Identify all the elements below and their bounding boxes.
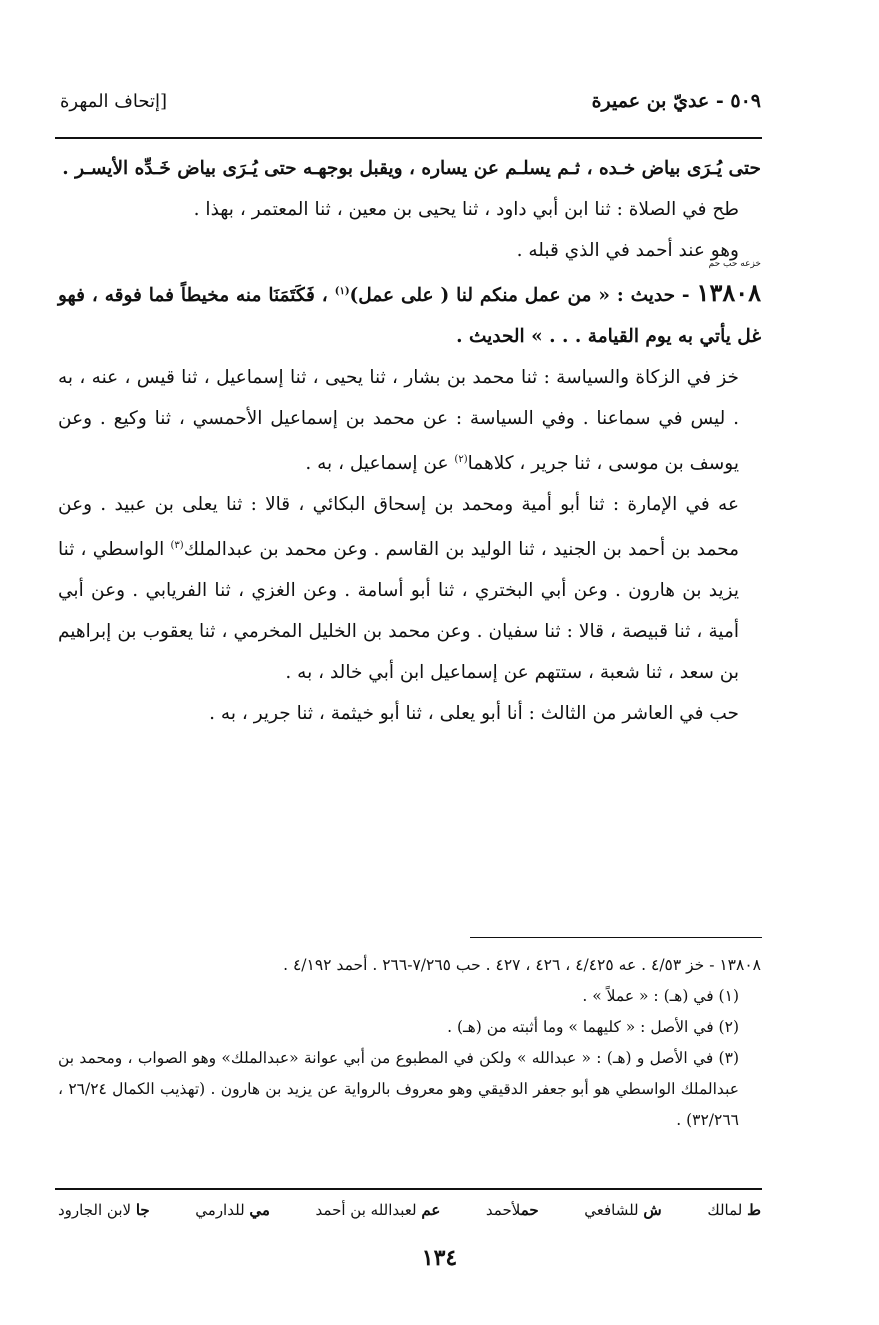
legend-item: حملأحمد	[485, 1201, 539, 1219]
legend-item: عم لعبدالله بن أحمد	[315, 1201, 441, 1219]
footnote-2: (٢) في الأصل : « كليهما » وما أثبته من (هـ) .	[447, 1018, 739, 1036]
khz-chain	[58, 357, 761, 484]
legend-item: ط لمالك	[707, 1201, 761, 1219]
legend-rule	[55, 1188, 762, 1190]
ahmad-note: وهو عند أحمد في الذي قبله .	[516, 240, 739, 261]
takhrij-line: ١٣٨٠٨ - خز ٤/٥٣ . عه ٤/٤٢٥ ، ٤٢٦ ، ٤٢٧ . حب ٧/٢٦٥-٢٦٦ . أحمد ٤/١٩٢ .	[283, 956, 761, 974]
main-text	[58, 148, 761, 734]
continued-hadith-text: حتى يُـرَى بياض خـده ، ثـم يسلـم عن يساره ، ويقبل بوجهـه حتى يُـرَى بياض خَـدِّه الأيسـر .	[62, 158, 761, 179]
ah-chain	[58, 484, 761, 693]
footnote-1: (١) في (هـ) : « عملاً » .	[582, 987, 739, 1005]
ah-text-part1: عه في الإمارة : ثنا أبو أمية ومحمد بن إسحاق البكائي ، قالا : ثنا يعلى بن عبيد . وعن محمد بن أحمد بن الجنيد ، ثنا الوليد بن القاسم . وعن محمد بن عبدالملك	[58, 494, 740, 561]
hadith-number-block	[696, 259, 761, 316]
khz-text-part1: خز في الزكاة والسياسة : ثنا محمد بن بشار ، ثنا يحيى ، ثنا إسماعيل ، ثنا قيس ، عنه ، به . ليس في سماعنا . وفي السياسة : عن محمد بن إسماعيل الأحمسي ، ثنا وكيع . وعن يوسف بن موسى ، ثنا جرير ، كلاهما	[58, 367, 739, 475]
hadith-text-part1: « من عمل منكم لنا ( على عمل)	[349, 285, 610, 307]
footnote-3: (٣) في الأصل و (هـ) : « عبدالله » ولكن في المطبوع من أبي عوانة «عبدالملك» وهو الصواب ، ومحمد بن عبدالملك الواسطي هو أبو جعفر الدقيقي وهو معروف بالرواية عن يزيد بن هارون . (تهذيب الكمال ٢٦/٢٤ ، ٣٢/٢٦٦) .	[58, 1049, 739, 1129]
hadith-entry	[58, 259, 761, 357]
hadith-number: ١٣٨٠٨	[696, 278, 761, 308]
footnotes	[58, 950, 761, 1136]
running-header	[60, 90, 761, 112]
tah-chain: طح في الصلاة : ثنا ابن أبي داود ، ثنا يحيى بن معين ، ثنا المعتمر ، بهذا .	[193, 199, 739, 220]
hadith-label: - حديث :	[616, 285, 690, 307]
page-number: ١٣٤	[421, 1245, 458, 1271]
footnote-separator	[470, 937, 762, 938]
khz-text-part2: عن إسماعيل ، به .	[305, 453, 449, 475]
ah-text-part2: الواسطي ، ثنا يزيد بن هارون . وعن أبي البختري ، ثنا أبو أسامة . وعن الغزي ، ثنا الفريابي . وعن أبي أمية ، ثنا قبيصة ، قالا : ثنا سفيان . وعن محمد بن الخليل المخرمي ، ثنا يعقوب بن إبراهيم بن سعد ، ثنا شعبة ، ستتهم عن إسماعيل ابن أبي خالد ، به .	[58, 539, 739, 684]
header-rule	[55, 137, 762, 139]
legend-item: جا لابن الجارود	[58, 1201, 150, 1219]
legend-item: مي للدارمي	[195, 1201, 270, 1219]
hadith-text-part2: ، فَكَتَمَنَا منه مخيطاً فما فوقه ، فهو غل يأتي به يوم القيامة . . . » الحديث .	[58, 285, 761, 348]
book-title: [إتحاف المهرة	[60, 91, 168, 112]
legend-item: ش للشافعي	[584, 1201, 662, 1219]
chapter-title: ٥٠٩ - عديّ بن عميرة	[591, 90, 761, 112]
footnote-ref-1[interactable]: (١)	[334, 286, 350, 297]
hb-chain: حب في العاشر من الثالث : أنا أبو يعلى ، ثنا أبو خيثمة ، ثنا جرير ، به .	[209, 703, 739, 725]
hadith-sigla: خزعه حب حم	[708, 259, 761, 270]
sigla-legend	[58, 1196, 761, 1224]
footnote-ref-2[interactable]: (٢)	[454, 454, 468, 466]
footnote-ref-3[interactable]: (٣)	[170, 540, 184, 552]
